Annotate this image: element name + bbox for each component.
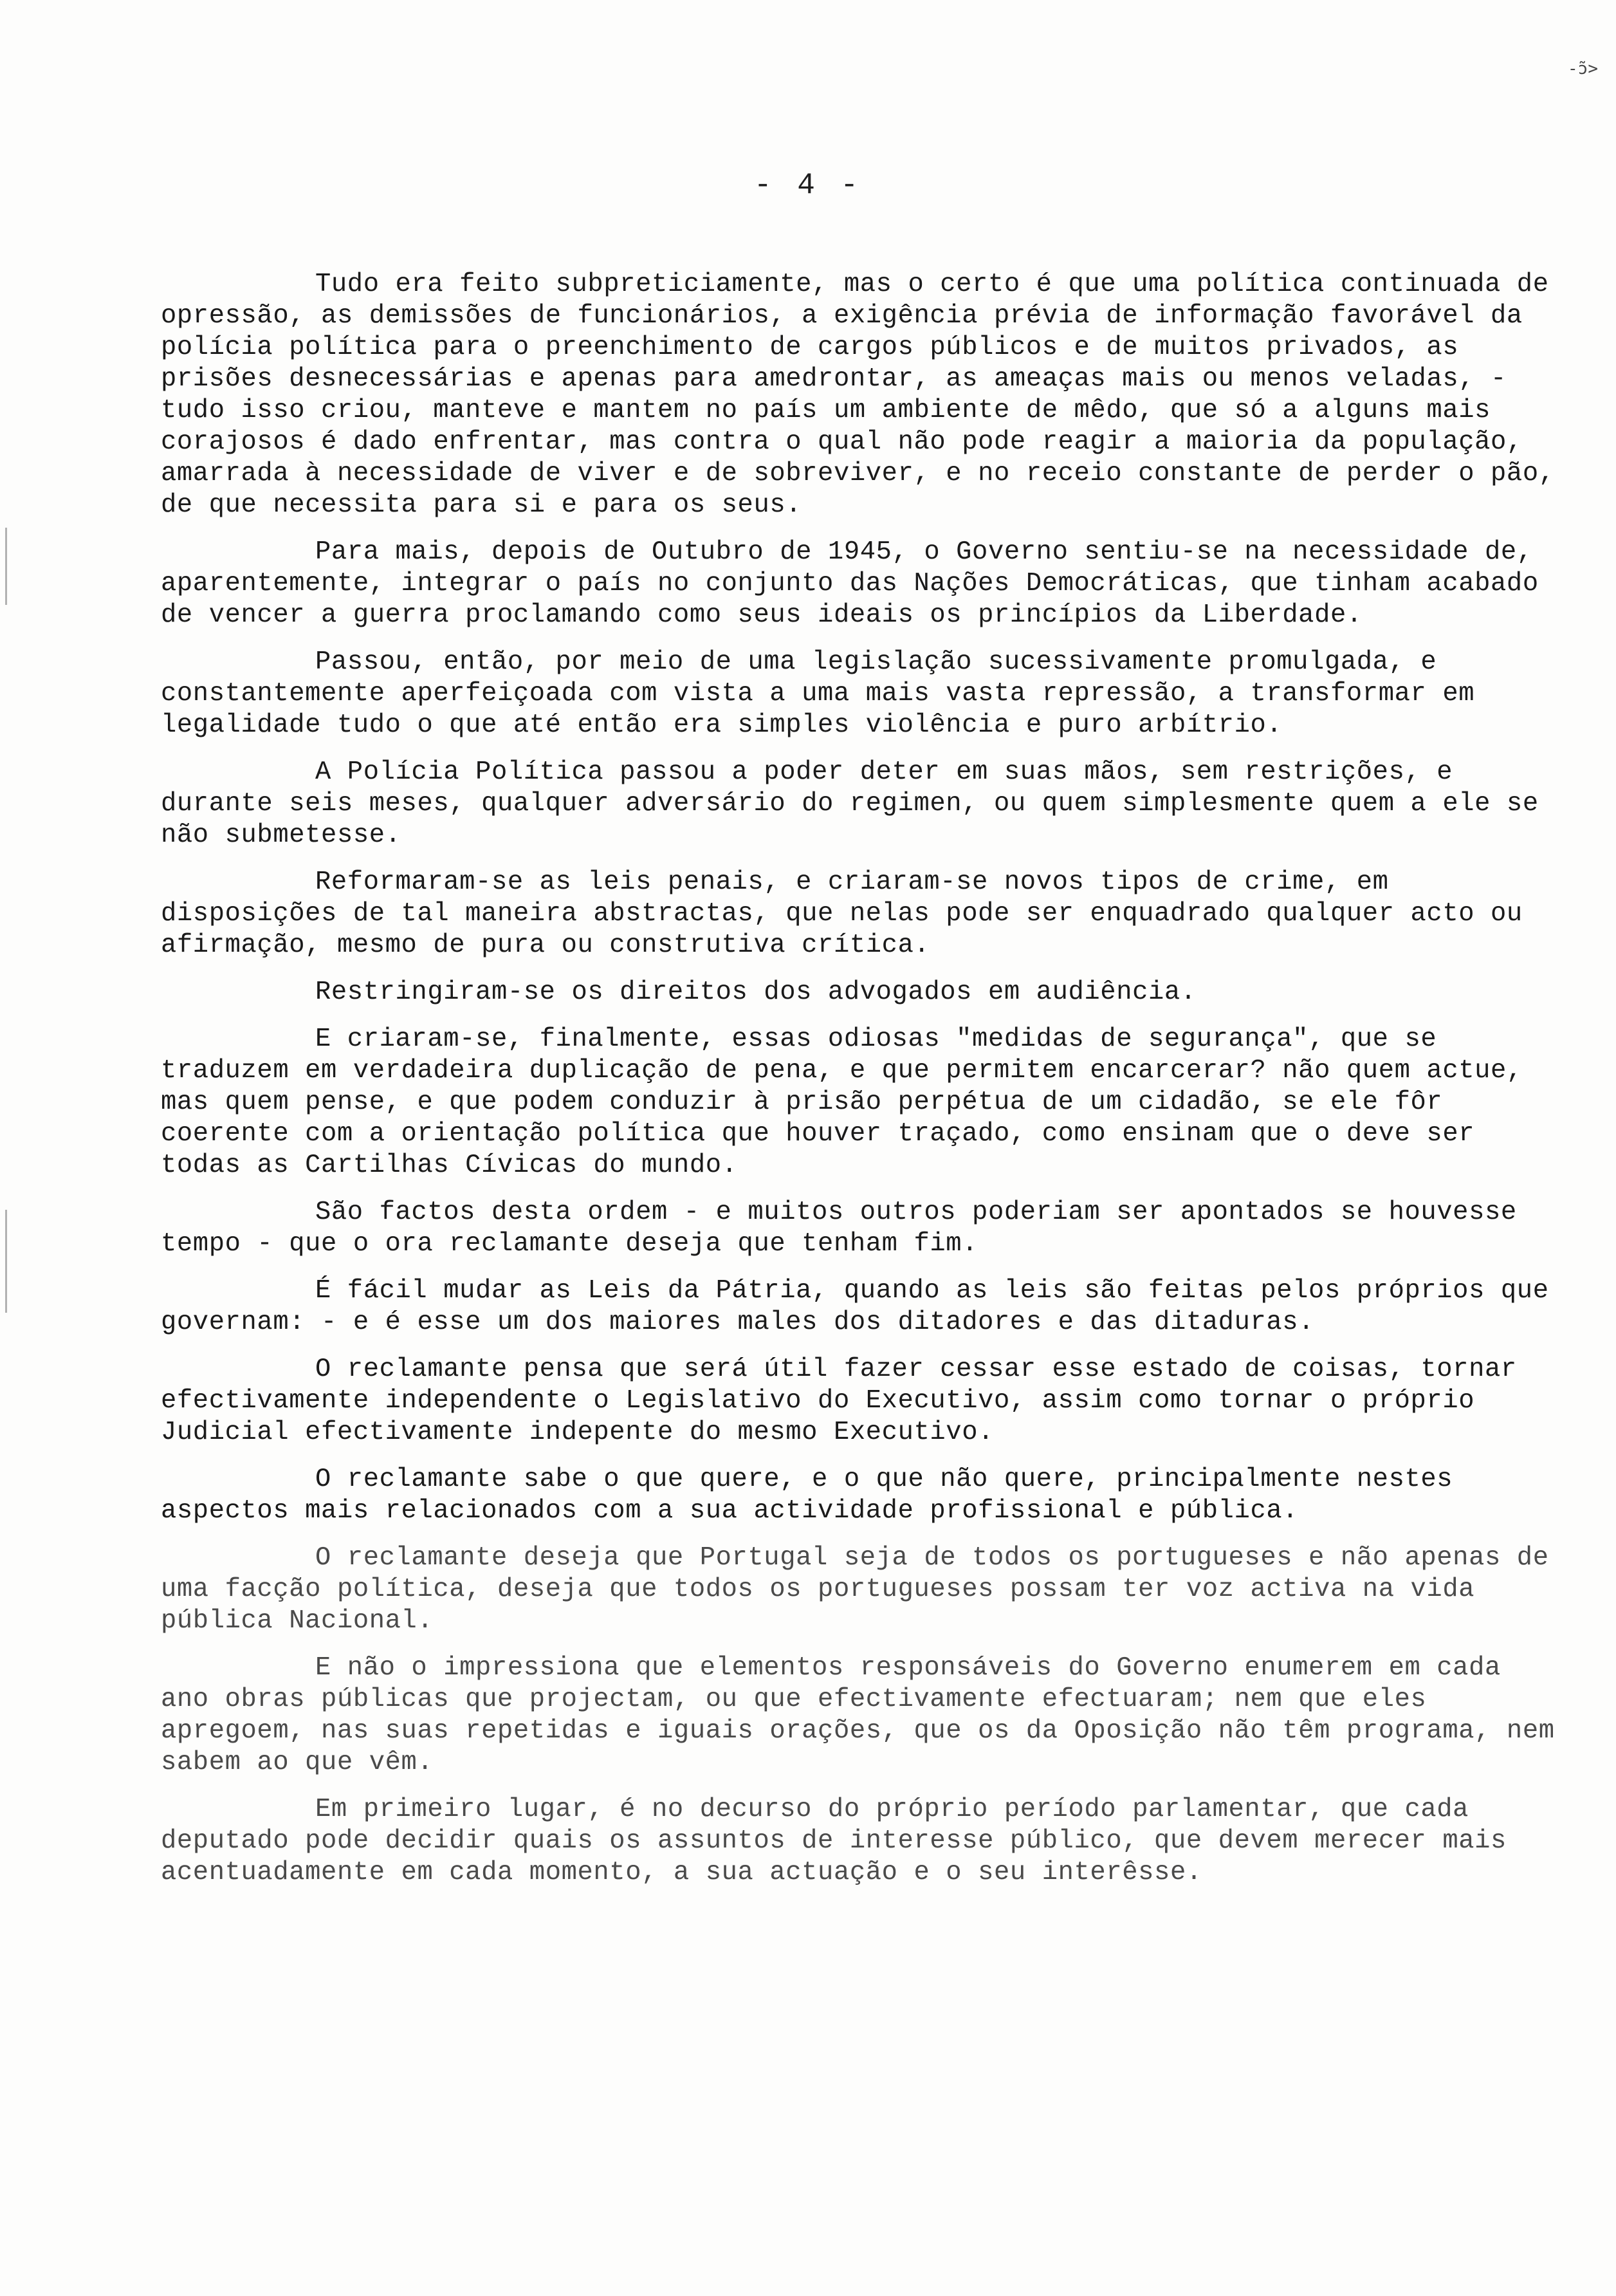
margin-mark <box>5 1210 7 1313</box>
margin-mark <box>5 528 7 605</box>
paragraph: Restringiram-se os direitos dos advogados em audiência. <box>315 977 1197 1007</box>
paragraph: O reclamante pensa que será útil fazer cessar esse estado de coisas, tornar efectivamente independente o Legislativo do Executivo, assim como tornar o próprio Judicial efectivamente indepente do mesmo Executivo. <box>161 1355 1517 1447</box>
paragraph: A Polícia Política passou a poder deter em suas mãos, sem restrições, e durante seis meses, qualquer adversário do regimen, ou quem simplesmente quem a ele se não submetesse. <box>161 757 1539 850</box>
paragraph: Passou, então, por meio de uma legislação sucessivamente promulgada, e constantemente aperfeiçoada com vista a uma mais vasta repressão, a transformar em legalidade tudo o que até então era simples violência e puro arbítrio. <box>161 647 1475 740</box>
paragraph: O reclamante sabe o que quere, e o que não quere, principalmente nestes aspectos mais relacionados com a sua actividade profissional e pública. <box>161 1465 1453 1526</box>
page-number: - 4 - <box>753 169 863 202</box>
paragraph: E criaram-se, finalmente, essas odiosas "medidas de segurança", que se traduzem em verdadeira duplicação de pena, e que permitem encarcerar? não quem actue, mas quem pense, e que podem conduzir à prisão perpétua de um cidadão, se ele fôr coerente com a orientação política que houver traçado, como ensinam que o deve ser todas as Cartilhas Cívicas do mundo. <box>161 1024 1523 1180</box>
paragraph: Reformaram-se as leis penais, e criaram-se novos tipos de crime, em disposições de tal maneira abstractas, que nelas pode ser enquadrado qualquer acto ou afirmação, mesmo de pura ou construtiva crítica. <box>161 867 1523 960</box>
paragraph: Em primeiro lugar, é no decurso do próprio período parlamentar, que cada deputado pode decidir quais os assuntos de interesse público, que devem merecer mais acentuadamente em cada momento, a sua actuação e o seu interêsse. <box>161 1795 1507 1887</box>
paragraph: Tudo era feito subpreticiamente, mas o certo é que uma política continuada de opressão, as demissões de funcionários, a exigência prévia de informação favorável da polícia política para o preenchimento de cargos públicos e de muitos privados, as prisões desnecessárias e apenas para amedrontar, as ameaças mais ou menos veladas, - tudo isso criou, manteve e mantem no país um ambiente de mêdo, que só a alguns mais corajosos é dado enfrentar, mas contra o qual não pode reagir a maioria da população, amarrada à necessidade de viver e de sobreviver, e no receio constante de perder o pão, de que necessita para si e para os seus. <box>161 270 1555 520</box>
body-text <box>161 269 1557 1904</box>
paragraph: É fácil mudar as Leis da Pátria, quando as leis são feitas pelos próprios que governam: - e é esse um dos maiores males dos ditadores e das ditaduras. <box>161 1276 1549 1337</box>
paragraph: E não o impressiona que elementos responsáveis do Governo enumerem em cada ano obras públicas que projectam, ou que efectivamente efectuaram; nem que eles apregoem, nas suas repetidas e iguais orações, que os da Oposição não têm programa, nem sabem ao que vêm. <box>161 1653 1555 1777</box>
paragraph: Para mais, depois de Outubro de 1945, o Governo sentiu-se na necessidade de, aparentemente, integrar o país no conjunto das Nações Democráticas, que tinham acabado de vencer a guerra proclamando como seus ideais os princípios da Liberdade. <box>161 537 1539 630</box>
paragraph: O reclamante deseja que Portugal seja de todos os portugueses e não apenas de uma facção política, deseja que todos os portugueses possam ter voz activa na vida pública Nacional. <box>161 1543 1549 1636</box>
paragraph: São factos desta ordem - e muitos outros poderiam ser apontados se houvesse tempo - que o ora reclamante deseja que tenham fim. <box>161 1198 1517 1259</box>
corner-annotation: -ɔ̃> <box>1568 59 1598 79</box>
